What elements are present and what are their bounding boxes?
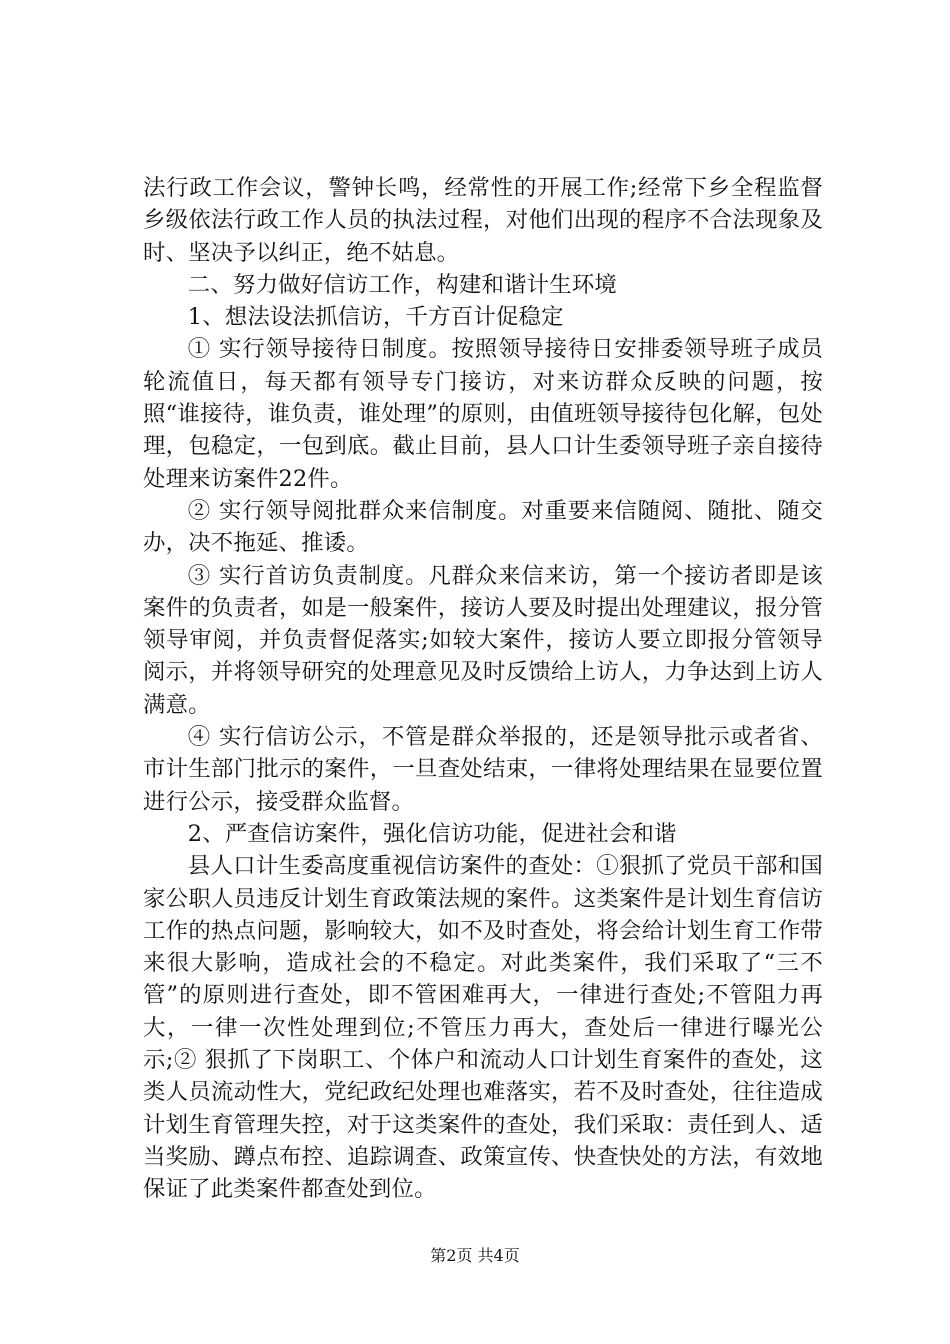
paragraph-item-3: ③ 实行首访负责制度。凡群众来信来访，第一个接访者即是该案件的负责者，如是一般案件，接访人要及时提出处理建议，报分管领导审阅，并负责督促落实;如较大案件，接访人要立即报分管领导阅示，并将领导研究的处理意见及时反馈给上访人，力争达到上访人满意。 [143,562,823,718]
subheading-2: 2、严查信访案件，强化信访功能，促进社会和谐 [187,820,677,847]
subheading-1: 1、想法设法抓信访，千方百计促稳定 [187,304,564,331]
paragraph-item-1: ① 实行领导接待日制度。按照领导接待日安排委领导班子成员轮流值日，每天都有领导专门接访，对来访群众反映的问题，按照“谁接待，谁负责，谁处理”的原则，由值班领导接待包化解，包处理，包稳定，一包到底。截止目前，县人口计生委领导班子亲自接待处理来访案件22件。 [143,336,823,492]
paragraph-item-4: ④ 实行信访公示，不管是群众举报的，还是领导批示或者省、市计生部门批示的案件，一旦查处结束，一律将处理结果在显要位置进行公示，接受群众监督。 [143,724,823,815]
paragraph-item-2: ② 实行领导阅批群众来信制度。对重要来信随阅、随批、随交办，决不拖延、推诿。 [143,497,823,557]
page-number-label: 第2页 共4页 [430,1246,520,1265]
page-footer [0,1246,950,1266]
paragraph-1: 法行政工作会议，警钟长鸣，经常性的开展工作;经常下乡全程监督乡级依法行政工作人员的执法过程，对他们出现的程序不合法现象及时、坚决予以纠正，绝不姑息。 [143,175,823,266]
section-heading-2: 二、努力做好信访工作，构建和谐计生环境 [187,271,618,298]
paragraph-case-handling: 县人口计生委高度重视信访案件的查处：①狠抓了党员干部和国家公职人员违反计划生育政策法规的案件。这类案件是计划生育信访工作的热点问题，影响较大，如不及时查处，将会给计划生育工作带来很大影响，造成社会的不稳定。对此类案件，我们采取了“三不管”的原则进行查处，即不管困难再大，一律进行查处;不管阻力再大，一律一次性处理到位;不管压力再大，查处后一律进行曝光公示;② 狠抓了下岗职工、个体户和流动人口计划生育案件的查处，这类人员流动性大，党纪政纪处理也难落实，若不及时查处，往往造成计划生育管理失控，对于这类案件的查处，我们采取：责任到人、适当奖励、蹲点布控、追踪调查、政策宣传、快查快处的方法，有效地保证了此类案件都查处到位。 [143,853,823,1203]
document-body [143,172,823,1206]
